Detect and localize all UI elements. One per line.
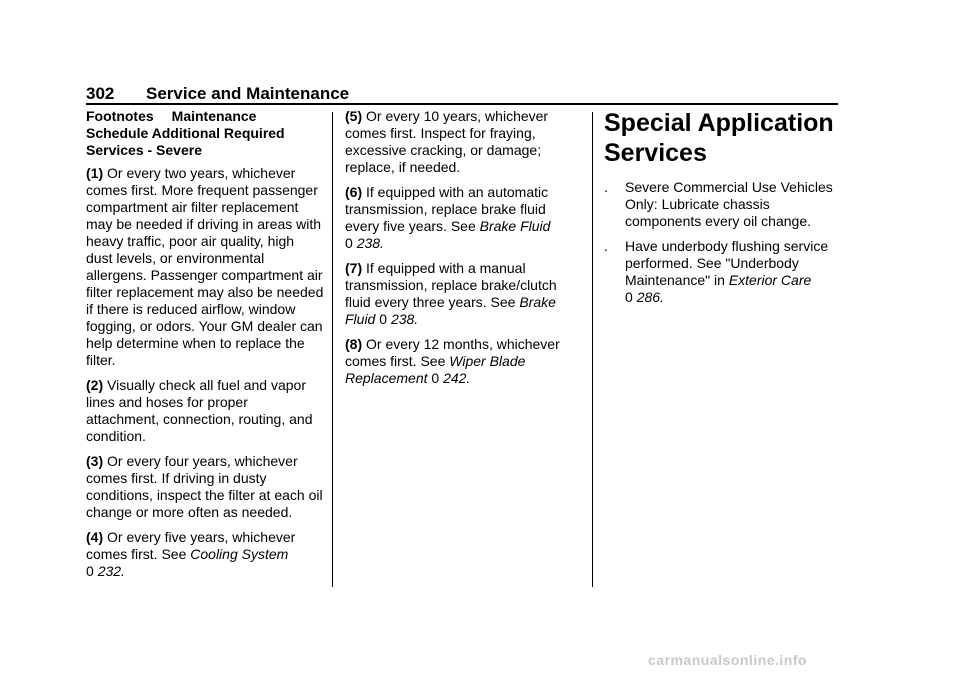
footnote-5 xyxy=(345,108,583,176)
footnote-text: Or every five years, whichever comes first. See xyxy=(86,529,296,562)
cross-reference-link[interactable]: Wiper Blade Replacement xyxy=(345,353,526,386)
footnotes-heading-label: Footnotes xyxy=(86,108,154,124)
page-ref-arrow-icon: 0 xyxy=(431,370,440,386)
list-item-text: Have underbody flushing service performed. See "Underbody Maintenance" in xyxy=(625,238,829,288)
cross-reference-link[interactable]: Exterior Care xyxy=(728,272,812,288)
footnote-8 xyxy=(345,336,583,387)
footnote-text: Or every 12 months, whichever comes first. See xyxy=(345,336,560,369)
bullet-icon: . xyxy=(604,179,608,195)
column-2 xyxy=(345,108,583,395)
footnote-text: If equipped with a manual transmission, replace brake/clutch fluid every three years. See xyxy=(345,260,557,310)
footnote-6 xyxy=(345,184,583,252)
bullet-icon: . xyxy=(604,238,608,254)
page-reference[interactable]: 286. xyxy=(636,289,664,305)
footnotes-heading-part: Services - Severe xyxy=(86,142,202,158)
footnote-3 xyxy=(86,453,324,521)
section-title: Service and Maintenance xyxy=(146,84,350,103)
page-header xyxy=(86,84,838,104)
footnote-number: (4) xyxy=(86,529,104,545)
page-reference[interactable]: 232. xyxy=(97,563,125,579)
footnote-1 xyxy=(86,165,324,369)
page-ref-arrow-icon: 0 xyxy=(625,289,633,305)
cross-reference-link[interactable]: Brake Fluid xyxy=(345,294,556,327)
page-reference[interactable]: 242. xyxy=(443,370,471,386)
cross-reference-link[interactable]: Brake Fluid xyxy=(479,218,551,234)
footnote-7 xyxy=(345,260,583,328)
list-item xyxy=(604,179,840,230)
footnote-4 xyxy=(86,529,324,580)
watermark-footer: carmanualsonline.info xyxy=(648,652,808,668)
footnote-number: (6) xyxy=(345,184,363,200)
footnote-number: (2) xyxy=(86,377,104,393)
column-divider xyxy=(332,112,333,587)
footnote-text: Visually check all fuel and vapor lines and hoses for proper attachment, connection, routing, and condition. xyxy=(86,377,313,444)
footnote-number: (3) xyxy=(86,453,104,469)
page-reference[interactable]: 238. xyxy=(390,311,419,327)
page-number: 302 xyxy=(86,84,115,103)
footnote-number: (5) xyxy=(345,108,363,124)
page-reference[interactable]: 238. xyxy=(356,235,384,251)
footnote-number: (7) xyxy=(345,260,363,276)
page-ref-arrow-icon: 0 xyxy=(345,235,353,251)
list-item xyxy=(604,238,840,306)
column-3 xyxy=(604,108,840,314)
special-list xyxy=(604,179,840,306)
special-heading: Special Application Services xyxy=(604,109,834,167)
page-ref-arrow-icon: 0 xyxy=(86,563,94,579)
column-1 xyxy=(86,108,324,588)
footnote-text: Or every four years, whichever comes first. If driving in dusty conditions, inspect the filter at each oil change or more often as needed. xyxy=(86,453,323,520)
footnote-text: If equipped with an automatic transmission, replace brake fluid every five years. See xyxy=(345,184,549,234)
footnote-number: (1) xyxy=(86,165,104,181)
footnote-text: Or every two years, whichever comes first. More frequent passenger compartment air filter replacement may be needed if driving in areas with heavy traffic, poor air quality, high dust levels, or environmental allergens. Passenger compartment air filter replacement may also be needed if there is reduced airflow, window fogging, or odors. Your GM dealer can help determine when to replace the filter. xyxy=(86,165,324,368)
page-ref-arrow-icon: 0 xyxy=(379,311,388,327)
footnote-number: (8) xyxy=(345,336,363,352)
column-divider xyxy=(592,112,593,587)
header-rule xyxy=(86,103,838,105)
footnotes-heading xyxy=(86,108,324,159)
footnotes-heading-part: Schedule Additional Required xyxy=(86,125,285,141)
footnotes-heading-part: Maintenance xyxy=(171,108,257,124)
list-item-text: Severe Commercial Use Vehicles Only: Lubricate chassis components every oil change. xyxy=(625,179,833,229)
cross-reference-link[interactable]: Cooling System xyxy=(190,546,289,562)
footnote-text: Or every 10 years, whichever comes first. Inspect for fraying, excessive cracking, or damage; replace, if needed. xyxy=(345,108,549,175)
footnote-2 xyxy=(86,377,324,445)
